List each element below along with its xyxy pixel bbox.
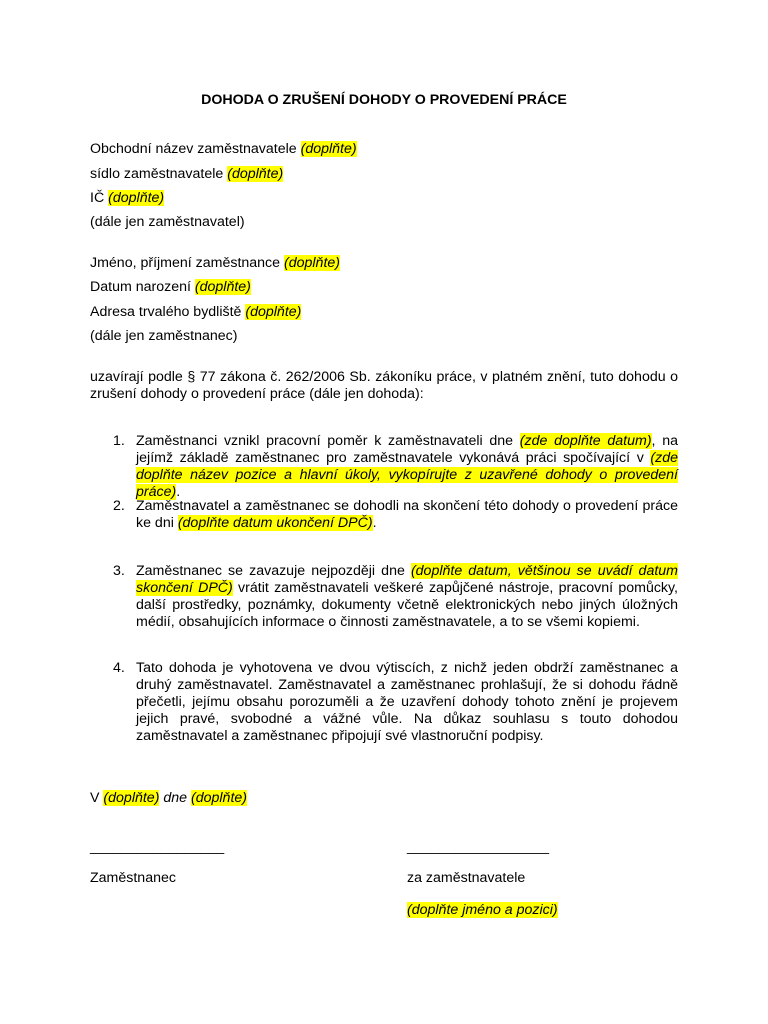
intro-paragraph: uzavírají podle § 77 zákona č. 262/2006 Sb. zákoníku práce, v platném znění, tuto dohodu o zrušení dohody o provedení práce (dále jen dohoda): (90, 369, 678, 402)
employee-birth-line (90, 279, 251, 296)
employer-name-placeholder: (doplňte) (300, 141, 357, 157)
employer-seat-placeholder: (doplňte) (227, 166, 284, 182)
employee-address-placeholder: (doplňte) (245, 304, 302, 320)
employer-seat-line (90, 166, 283, 183)
list-item-number: 1. (113, 433, 125, 449)
employer-ic-line (90, 190, 164, 207)
date-placeholder: (doplňte) (191, 790, 247, 806)
employer-ic-label: IČ (90, 190, 105, 206)
employee-name-placeholder: (doplňte) (284, 255, 340, 271)
employee-signature-label: Zaměstnanec (90, 870, 176, 886)
employer-name-line (90, 141, 357, 158)
highlight-placeholder: (doplňte datum, většinou se uvádí datum skončení DPČ) (136, 563, 678, 596)
list-item-text: Zaměstnanec se zavazuje nejpozději dne (doplňte datum, většinou se uvádí datum skončení DPČ) vrátit zaměstnavateli veškeré zapůjčené nástroje, pracovní pomůcky, další prostředky, poznámky, dokumenty včetně elektronických nebo jiných úložných médií, obsahujících informace o činnosti zaměstnavatele, a to se všemi kopiemi. (136, 563, 678, 630)
highlight-placeholder: (doplňte datum ukončení DPČ) (177, 515, 373, 531)
employer-name-label: Obchodní název zaměstnavatele (90, 141, 297, 157)
list-item-number: 3. (113, 563, 125, 579)
employee-name-label: Jméno, příjmení zaměstnance (90, 255, 281, 271)
employer-signatory-note (407, 902, 558, 918)
employee-address-label: Adresa trvalého bydliště (90, 304, 242, 320)
employee-birth-label: Datum narození (90, 279, 191, 295)
employee-signature-line: _________________ (90, 839, 225, 855)
employer-signature-label: za zaměstnavatele (407, 870, 526, 886)
employer-ic-placeholder: (doplňte) (108, 190, 165, 206)
signatory-placeholder: (doplňte jméno a pozici) (407, 902, 558, 918)
employee-birth-placeholder: (doplňte) (194, 279, 251, 295)
place-prefix: V (90, 790, 100, 806)
highlight-placeholder: (zde doplňte název pozice a hlavní úkoly, vykopírujte z uzavřené dohody o provedení práce) (136, 450, 678, 500)
place-date-line (90, 790, 247, 807)
list-item-text: Tato dohoda je vyhotovena ve dvou výtiscích, z nichž jeden obdrží zaměstnanec a druhý zaměstnavatel. Zaměstnavatel a zaměstnanec prohlašují, že si dohodu řádně přečetli, jejímu obsahu porozuměli a že uzavření dohody tohoto znění je projevem jejich pravé, svobodné a vážné vůle. Na důkaz souhlasu s touto dohodou zaměstnavatel a zaměstnanec připojují své vlastnoruční podpisy. (136, 660, 678, 744)
employer-seat-label: sídlo zaměstnavatele (90, 166, 224, 182)
place-placeholder: (doplňte) (103, 790, 160, 806)
date-prefix: dne (163, 790, 188, 806)
list-item-text: Zaměstnanci vznikl pracovní poměr k zaměstnavateli dne (zde doplňte datum), na jejímž základě zaměstnanec pro zaměstnavatele vykonává práci spočívající v (zde doplňte název pozice a hlavní úkoly, vykopírujte z uzavřené dohody o provedení práce). (136, 433, 678, 500)
list-item-number: 2. (113, 498, 125, 514)
employee-address-line (90, 304, 301, 321)
employer-signature-line: __________________ (407, 839, 550, 855)
employee-name-line (90, 255, 340, 272)
employer-reference: (dále jen zaměstnavatel) (90, 214, 245, 230)
highlight-placeholder: (zde doplňte datum) (519, 433, 652, 449)
list-item-text: Zaměstnavatel a zaměstnanec se dohodli na skončení této dohody o provedení práce ke dni (doplňte datum ukončení DPČ). (136, 498, 678, 531)
document-title: DOHODA O ZRUŠENÍ DOHODY O PROVEDENÍ PRÁCE (201, 92, 567, 108)
employee-reference: (dále jen zaměstnanec) (90, 328, 238, 344)
list-item-number: 4. (113, 660, 125, 676)
